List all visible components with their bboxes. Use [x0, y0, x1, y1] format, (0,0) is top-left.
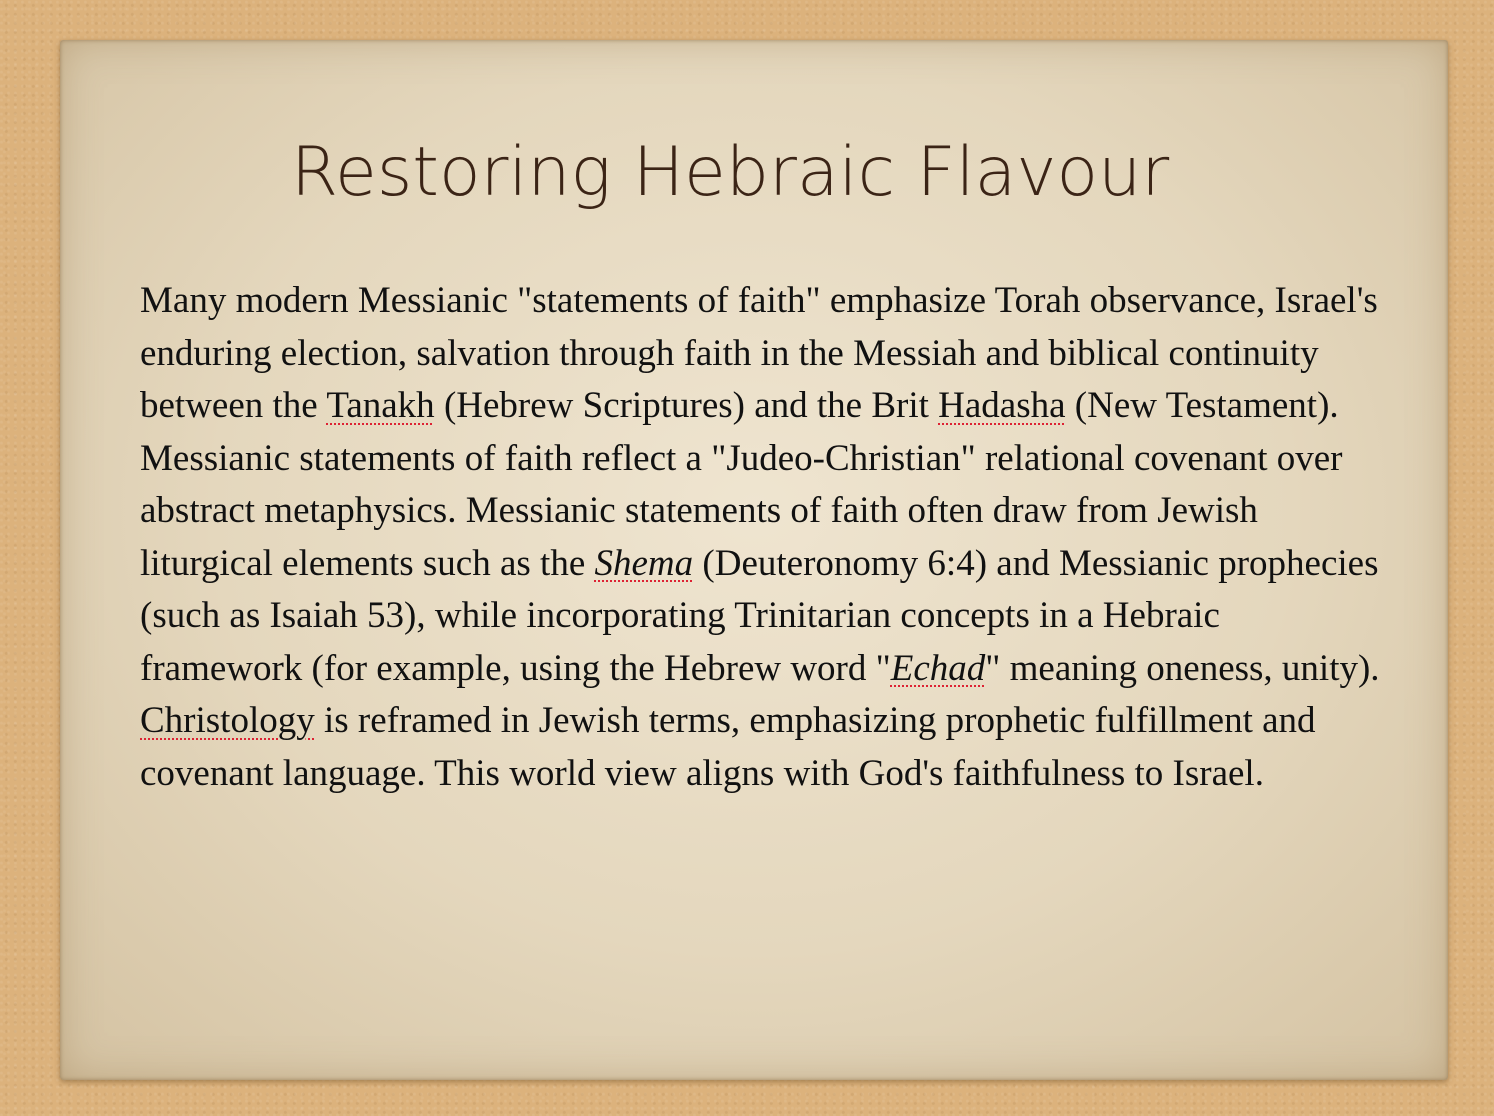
body-text-segment: (New Testament). Messianic statements of faith reflect a "Judeo-Christian" relational covenant over abstract metaphysics. Messianic statements of faith often draw from Jewish liturgical elements such as the	[140, 385, 1343, 584]
spellcheck-word-italic[interactable]: Echad	[890, 647, 986, 689]
spellcheck-word[interactable]: Tanakh	[326, 385, 435, 426]
body-text-segment: is reframed in Jewish terms, emphasizing prophetic fulfillment and covenant language. This world view aligns with God's faithfulness to Israel.	[140, 700, 1316, 794]
spellcheck-word[interactable]: Hadasha	[938, 385, 1066, 426]
slide-body	[140, 275, 1390, 800]
spellcheck-word-italic[interactable]: Shema	[594, 542, 694, 584]
body-text-segment: (Hebrew Scriptures) and the Brit	[434, 385, 939, 426]
spellcheck-word[interactable]: Christology	[140, 700, 315, 741]
body-text-segment: " meaning oneness, unity).	[985, 647, 1380, 689]
body-text-segment: (Deuteronomy 6:4) and Messianic prophecies (such as Isaiah 53), while incorporating Trinitarian concepts in a Hebraic framework (for example, using the Hebrew word "	[140, 542, 1379, 689]
slide-title: Restoring Hebraic Flavour	[290, 133, 1170, 212]
body-text-segment: Many modern Messianic "statements of faith" emphasize Torah observance, Israel's enduring election, salvation through faith in the Messiah and biblical continuity between the	[140, 280, 1378, 426]
